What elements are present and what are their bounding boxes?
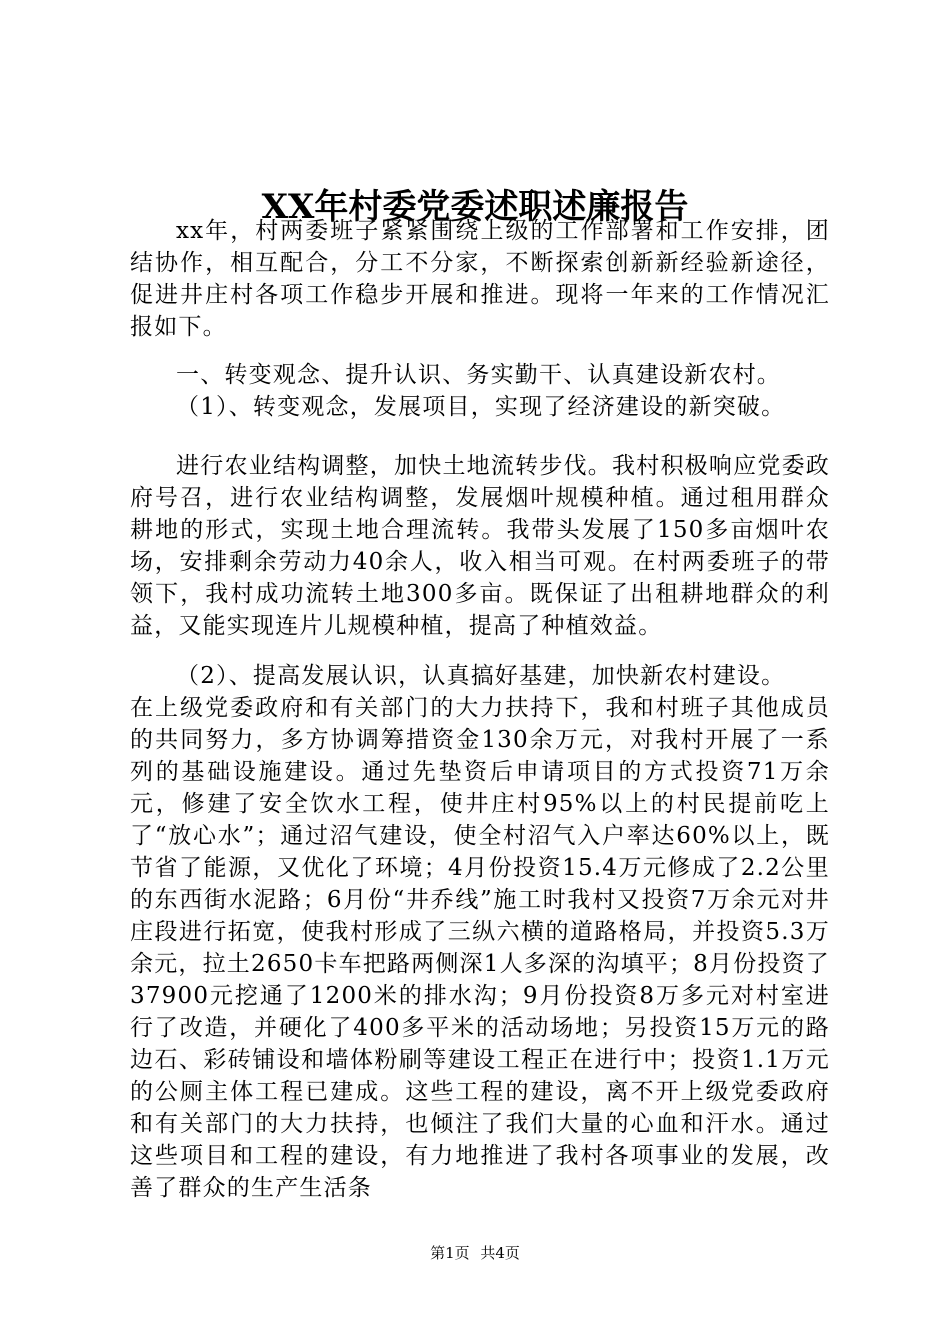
intro-paragraph: xx年，村两委班子紧紧围绕上级的工作部署和工作安排，团结协作，相互配合，分工不分家，不断探索创新新经验新途径，促进井庄村各项工作稳步开展和推进。现将一年来的工作情况汇报如下。 [130, 218, 830, 340]
section-heading-1: 一、转变观念、提升认识、务实勤干、认真建设新农村。 [176, 362, 781, 388]
page-number: 第1页 [430, 1244, 470, 1262]
page-title: XX年村委党委述职述廉报告 [261, 187, 689, 227]
subsection-heading-2: （2）、提高发展认识，认真搞好基建，加快新农村建设。 [176, 663, 786, 689]
page-total: 共4页 [480, 1244, 520, 1262]
page-footer [0, 1242, 950, 1264]
paragraph-land-transfer: 进行农业结构调整，加快土地流转步伐。我村积极响应党委政府号召，进行农业结构调整，发展烟叶规模种植。通过租用群众耕地的形式，实现土地合理流转。我带头发展了150多亩烟叶农场，安排剩余劳动力40余人，收入相当可观。在村两委班子的带领下，我村成功流转土地300多亩。既保证了出租耕地群众的利益，又能实现连片儿规模种植，提高了种植效益。 [130, 453, 830, 639]
paragraph-infrastructure: 在上级党委政府和有关部门的大力扶持下，我和村班子其他成员的共同努力，多方协调筹措资金130余万元，对我村开展了一系列的基础设施建设。通过先垫资后申请项目的方式投资71万余元，修建了安全饮水工程，使井庄村95%以上的村民提前吃上了“放心水”；通过沼气建设，使全村沼气入户率达60%以上，既节省了能源，又优化了环境；4月份投资15.4万元修成了2.2公里的东西街水泥路；6月份“井乔线”施工时我村又投资7万余元对井庄段进行拓宽，使我村形成了三纵六横的道路格局，并投资5.3万余元，拉土2650卡车把路两侧深1人多深的沟填平；8月份投资了37900元挖通了1200米的排水沟；9月份投资8万多元对村室进行了改造，并硬化了400多平米的活动场地；另投资15万元的路边石、彩砖铺设和墙体粉刷等建设工程正在进行中；投资1.1万元的公厕主体工程已建成。这些工程的建设，离不开上级党委政府和有关部门的大力扶持，也倾注了我们大量的心血和汗水。通过这些项目和工程的建设，有力地推进了我村各项事业的发展，改善了群众的生产生活条 [130, 695, 830, 1201]
subsection-heading-1: （1）、转变观念，发展项目，实现了经济建设的新突破。 [176, 394, 786, 420]
